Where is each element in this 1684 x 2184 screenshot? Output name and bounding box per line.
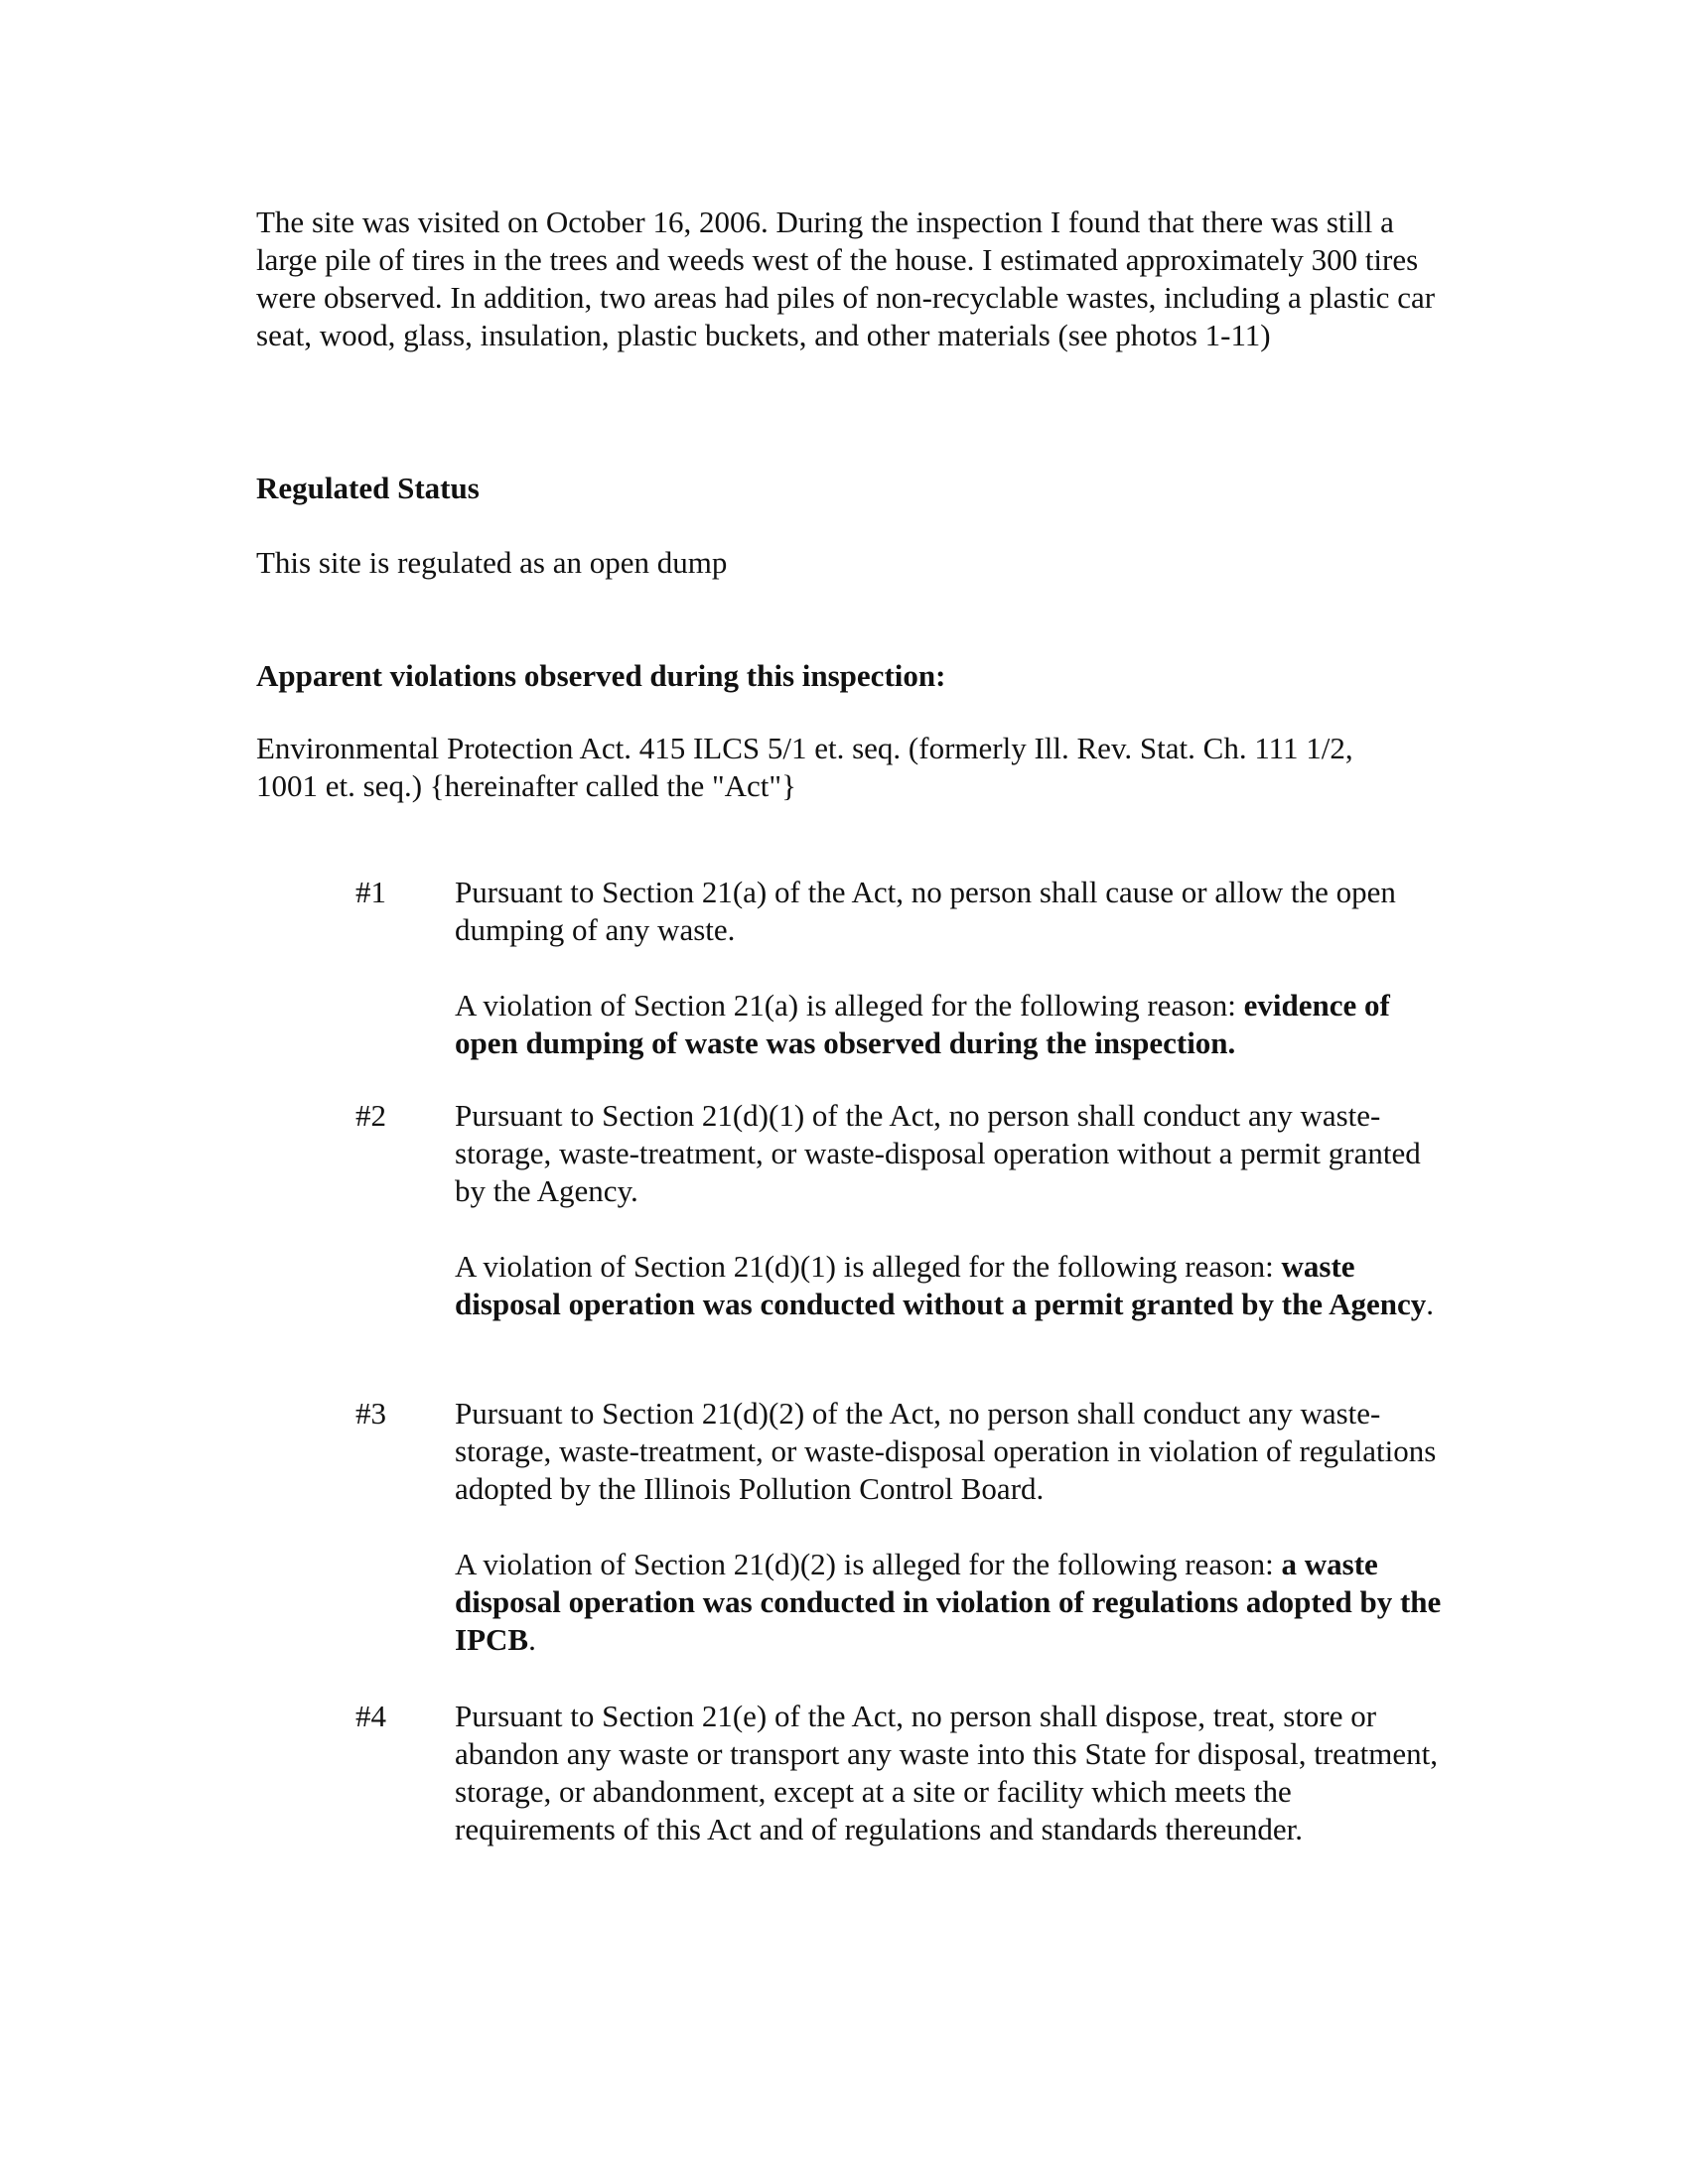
reason-suffix: .: [1426, 1287, 1435, 1321]
reason-suffix: .: [528, 1622, 536, 1657]
violation-number: #4: [355, 1699, 386, 1733]
violation-text: Pursuant to Section 21(e) of the Act, no person shall dispose, treat, store or abandon any waste or transport any waste into this State for disposal, treatment, storage, or abandonment, except at a site or facility which meets the requirements of this Act and of regulations and standards thereunder.: [455, 1699, 1439, 1846]
violation-text: Pursuant to Section 21(d)(1) of the Act, no person shall conduct any waste-storage, waste-treatment, or waste-disposal operation without a permit granted by the Agency.: [455, 1098, 1421, 1208]
reason-finding: a waste disposal operation was conducted in violation of regulations adopted by the IPCB: [455, 1547, 1442, 1657]
regulated-status-heading: Regulated Status: [256, 471, 480, 505]
violation-reason: [455, 1546, 1458, 1659]
violation-reason: [455, 987, 1458, 1062]
reason-finding: waste disposal operation was conducted without a permit granted by the Agency: [455, 1249, 1427, 1321]
violation-text: Pursuant to Section 21(d)(2) of the Act, no person shall conduct any waste-storage, waste-treatment, or waste-disposal operation in violation of regulations adopted by the Illinois Pollution Control Board.: [455, 1396, 1437, 1506]
reason-prefix: A violation of Section 21(a) is alleged for the following reason:: [455, 988, 1244, 1023]
violation-number: #2: [355, 1098, 386, 1133]
violation-reason: [455, 1248, 1458, 1323]
violations-heading: Apparent violations observed during this inspection:: [256, 658, 946, 693]
reason-finding: evidence of open dumping of waste was observed during the inspection.: [455, 988, 1390, 1060]
violation-number: #3: [355, 1396, 386, 1431]
regulated-status-text: This site is regulated as an open dump: [256, 545, 728, 580]
violation-body: [455, 1097, 1458, 1323]
violation-number: #1: [355, 875, 386, 909]
violation-body: [455, 1698, 1458, 1848]
violation-body: [455, 874, 1458, 1062]
act-reference-text: Environmental Protection Act. 415 ILCS 5/1 et. seq. (formerly Ill. Rev. Stat. Ch. 111 1/2, 1001 et. seq.) {hereinafter called the "Act"}: [256, 731, 1353, 803]
violation-text: Pursuant to Section 21(a) of the Act, no person shall cause or allow the open dumping of any waste.: [455, 875, 1396, 947]
intro-paragraph: The site was visited on October 16, 2006. During the inspection I found that there was still a large pile of tires in the trees and weeds west of the house. I estimated approximately 300 tires were observed. In addition, two areas had piles of non-recyclable wastes, including a plastic car seat, wood, glass, insulation, plastic buckets, and other materials (see photos 1-11): [256, 205, 1436, 352]
reason-prefix: A violation of Section 21(d)(2) is alleged for the following reason:: [455, 1547, 1282, 1581]
reason-prefix: A violation of Section 21(d)(1) is alleged for the following reason:: [455, 1249, 1282, 1284]
violation-body: [455, 1395, 1458, 1659]
